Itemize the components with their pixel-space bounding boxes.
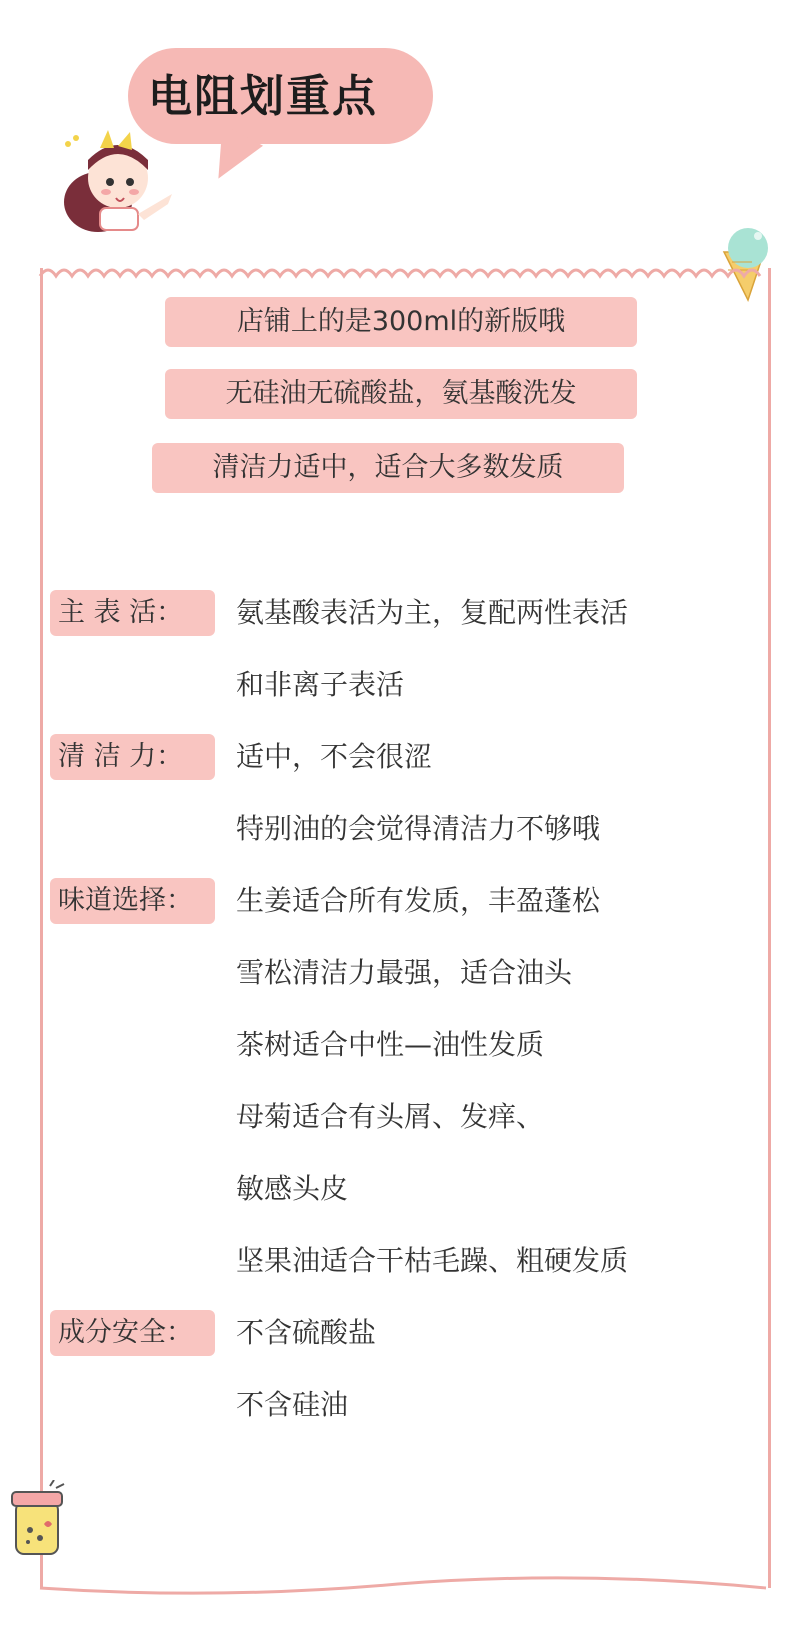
- scent-line-5: 敏感头皮: [236, 1172, 349, 1205]
- highlight-formula: 无硅油无硫酸盐，氨基酸洗发: [165, 369, 637, 419]
- highlight-cleansing: 清洁力适中，适合大多数发质: [152, 443, 624, 493]
- label-main-surfactant: 主 表 活：: [50, 590, 215, 636]
- label-cleansing-power: 清 洁 力：: [50, 734, 215, 780]
- jar-icon: [6, 1480, 68, 1560]
- safety-line-2: 不含硅油: [236, 1388, 349, 1421]
- main-surfactant-line-1: 氨基酸表活为主，复配两性表活: [236, 596, 629, 629]
- cleansing-line-1: 适中，不会很涩: [236, 740, 433, 773]
- main-surfactant-line-2: 和非离子表活: [236, 668, 405, 701]
- label-ingredient-safety: 成分安全：: [50, 1310, 215, 1356]
- cleansing-line-2: 特别油的会觉得清洁力不够哦: [236, 812, 601, 845]
- scent-line-1: 生姜适合所有发质，丰盈蓬松: [236, 884, 601, 917]
- scent-line-4: 母菊适合有头屑、发痒、: [236, 1100, 545, 1133]
- highlight-version: 店铺上的是300ml的新版哦: [165, 297, 637, 347]
- scent-line-3: 茶树适合中性—油性发质: [236, 1028, 545, 1061]
- page-title: 电阻划重点: [148, 71, 378, 122]
- scent-line-6: 坚果油适合干枯毛躁、粗硬发质: [236, 1244, 629, 1277]
- safety-line-1: 不含硫酸盐: [236, 1316, 377, 1349]
- card-wavy-bottom: [38, 1570, 768, 1600]
- card-scalloped-top: [38, 258, 768, 280]
- cartoon-girl-icon: [60, 130, 180, 235]
- scent-line-2: 雪松清洁力最强，适合油头: [236, 956, 573, 989]
- label-scent-choice: 味道选择：: [50, 878, 215, 924]
